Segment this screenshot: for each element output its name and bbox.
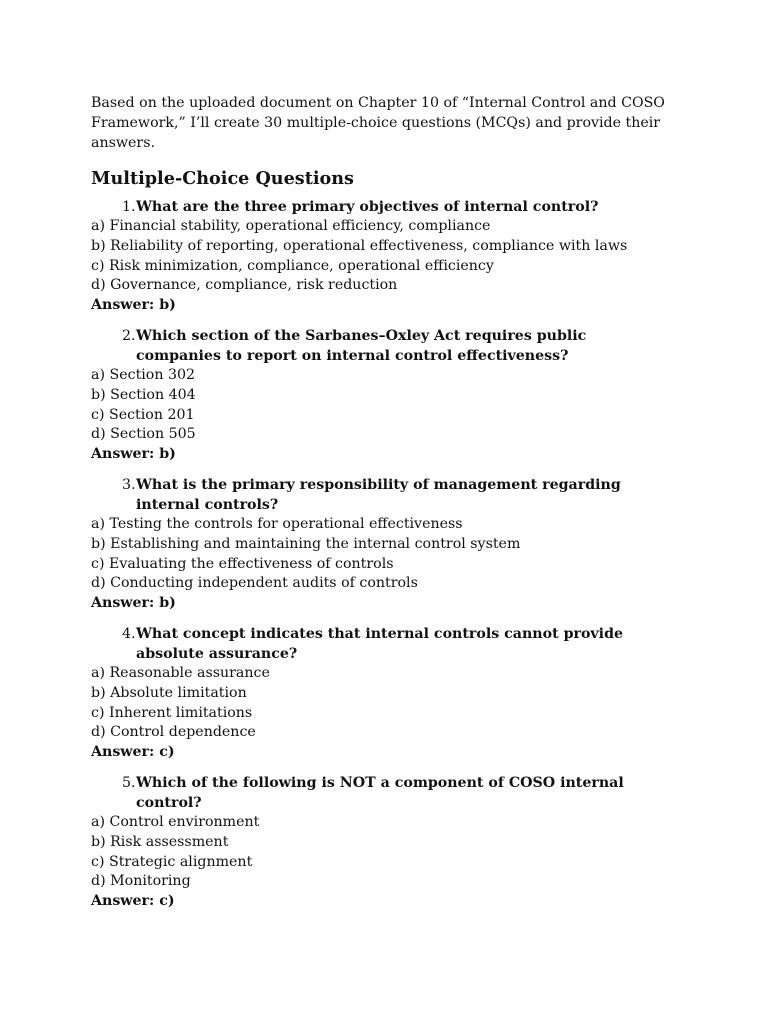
question-text: What concept indicates that internal controls cannot provide absolute assurance? bbox=[136, 625, 624, 662]
question-item bbox=[91, 326, 691, 465]
option-c: c) Section 201 bbox=[91, 406, 195, 423]
option-d: d) Control dependence bbox=[91, 724, 256, 741]
question-text: Which section of the Sarbanes–Oxley Act requires public companies to report on internal control effectiveness? bbox=[136, 327, 587, 364]
question-item bbox=[91, 197, 691, 316]
option-a: a) Testing the controls for operational effectiveness bbox=[91, 515, 463, 532]
option-c: c) Risk minimization, compliance, operational efficiency bbox=[91, 257, 494, 274]
question-header bbox=[91, 326, 691, 366]
document-page bbox=[91, 93, 691, 922]
option-a: a) Reasonable assurance bbox=[91, 664, 270, 681]
question-item bbox=[91, 475, 691, 614]
section-heading: Multiple-Choice Questions bbox=[91, 168, 354, 189]
question-item bbox=[91, 624, 691, 763]
option-a: a) Control environment bbox=[91, 813, 260, 830]
question-item bbox=[91, 773, 691, 912]
question-number: 3. bbox=[122, 476, 136, 493]
question-text: What are the three primary objectives of internal control? bbox=[136, 199, 599, 215]
answer-line: Answer: c) bbox=[91, 744, 175, 761]
answer-line: Answer: b) bbox=[91, 446, 176, 463]
option-b: b) Establishing and maintaining the internal control system bbox=[91, 535, 521, 552]
option-a: a) Section 302 bbox=[91, 366, 196, 383]
option-d: d) Conducting independent audits of controls bbox=[91, 575, 418, 592]
option-d: d) Monitoring bbox=[91, 873, 191, 890]
option-b: b) Risk assessment bbox=[91, 833, 229, 850]
question-header bbox=[91, 773, 691, 813]
question-text: What is the primary responsibility of management regarding internal controls? bbox=[136, 476, 621, 513]
answer-line: Answer: b) bbox=[91, 297, 176, 314]
intro-paragraph: Based on the uploaded document on Chapter 10 of “Internal Control and COSO Framework,” I’ll create 30 multiple-choice questions (MCQs) and provide their answers. bbox=[91, 95, 665, 151]
question-header bbox=[91, 624, 691, 664]
question-number: 5. bbox=[122, 774, 136, 791]
answer-line: Answer: b) bbox=[91, 595, 176, 612]
option-c: c) Strategic alignment bbox=[91, 853, 253, 870]
question-header bbox=[91, 197, 691, 217]
option-c: c) Inherent limitations bbox=[91, 704, 253, 721]
option-b: b) Section 404 bbox=[91, 386, 196, 403]
option-d: d) Governance, compliance, risk reduction bbox=[91, 277, 398, 294]
question-list bbox=[91, 197, 691, 912]
question-number: 4. bbox=[122, 625, 136, 642]
option-d: d) Section 505 bbox=[91, 426, 196, 443]
option-b: b) Reliability of reporting, operational effectiveness, compliance with laws bbox=[91, 237, 628, 254]
question-number: 1. bbox=[122, 199, 136, 215]
answer-line: Answer: c) bbox=[91, 893, 175, 910]
option-b: b) Absolute limitation bbox=[91, 684, 247, 701]
option-a: a) Financial stability, operational efficiency, compliance bbox=[91, 218, 491, 234]
question-header bbox=[91, 475, 691, 515]
question-text: Which of the following is NOT a component of COSO internal control? bbox=[136, 774, 624, 811]
option-c: c) Evaluating the effectiveness of controls bbox=[91, 555, 394, 572]
question-number: 2. bbox=[122, 327, 136, 344]
